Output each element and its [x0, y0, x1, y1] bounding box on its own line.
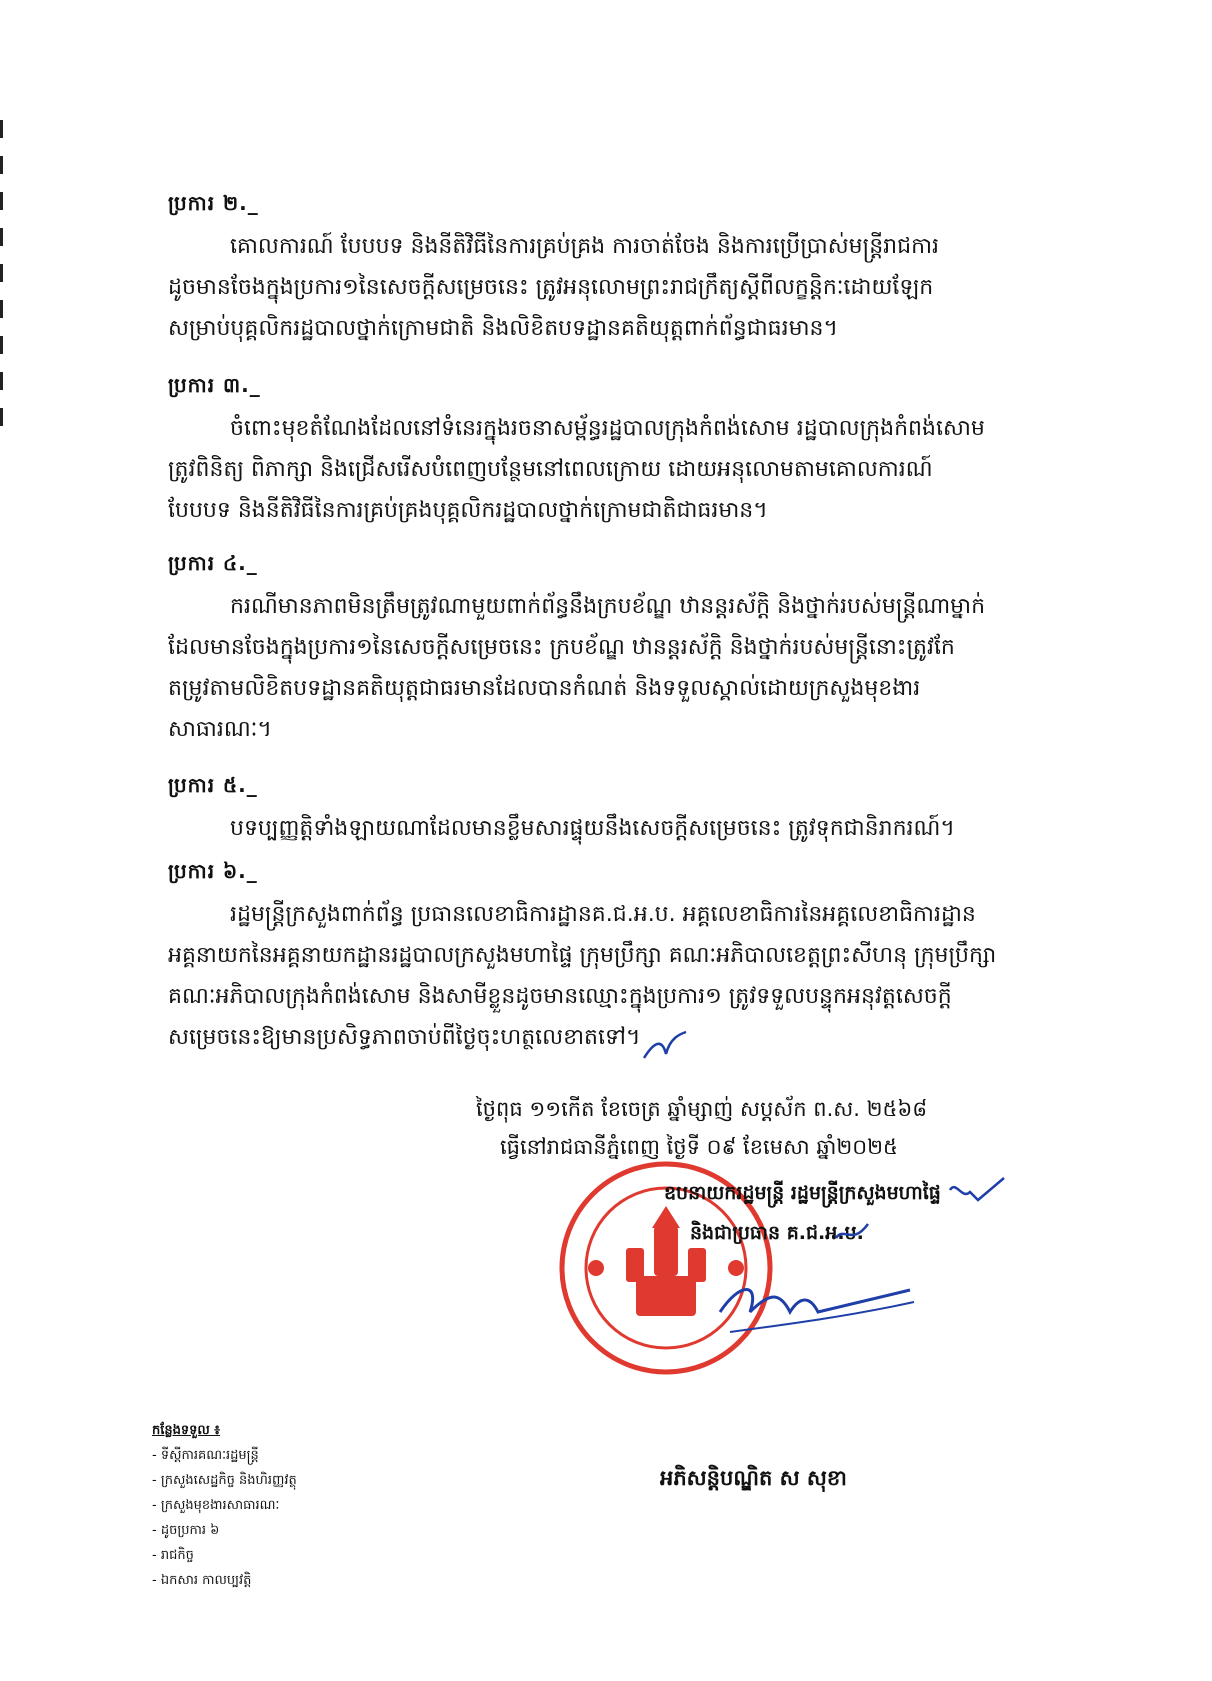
signatory-title-2: និងជាប្រធាន គ.ជ.អ.ប. [690, 1222, 864, 1244]
article-heading-3: ប្រការ ៣._ [168, 373, 261, 397]
recipient-item: - ទីស្ដីការគណៈរដ្ឋមន្ត្រី [152, 1448, 259, 1463]
article-heading-2: ប្រការ ២._ [168, 191, 259, 215]
recipient-item: - ឯកសារ កាលប្បវត្តិ [152, 1573, 252, 1588]
article-heading-4: ប្រការ ៤._ [168, 551, 258, 575]
article-line: ដែលមានចែងក្នុងប្រការ១នៃសេចក្ដីសម្រេចនេះ ក្របខ័ណ្ឌ ឋានន្តរស័ក្តិ និងថ្នាក់របស់មន្ត្រីនោះត្រូវកែ [168, 635, 955, 660]
article-heading-5: ប្រការ ៥._ [168, 773, 258, 797]
article-line: ដូចមានចែងក្នុងប្រការ១នៃសេចក្ដីសម្រេចនេះ ត្រូវអនុលោមព្រះរាជក្រឹត្យស្ដីពីលក្ខន្តិកៈដោយឡែក [168, 275, 934, 300]
recipient-item: - ដូចប្រការ ៦ [152, 1523, 220, 1538]
article-line: តម្រូវតាមលិខិតបទដ្ឋានគតិយុត្តជាធរមានដែលបានកំណត់ និងទទួលស្គាល់ដោយក្រសួងមុខងារ [168, 676, 921, 701]
ink-check-icon [948, 1176, 1008, 1206]
article-line: សាធារណៈ។ [168, 717, 272, 742]
date-block [470, 1090, 1030, 1166]
article-line: រដ្ឋមន្ត្រីក្រសួងពាក់ព័ន្ធ ប្រធានលេខាធិការដ្ឋានគ.ជ.អ.ប. អគ្គលេខាធិការនៃអគ្គលេខាធិការដ្ឋាន [230, 902, 976, 927]
ink-initials-icon [640, 1028, 690, 1068]
article-body-3 [168, 408, 1063, 531]
article-line: គោលការណ៍ បែបបទ និងនីតិវិធីនៃការគ្រប់គ្រង ការចាត់ចែង និងការប្រើប្រាស់មន្ត្រីរាជការ [230, 234, 940, 259]
recipient-item: - រាជកិច្ច [152, 1548, 194, 1563]
signatory-name: អភិសន្តិបណ្ឌិត ស សុខា [660, 1466, 847, 1490]
article-line: អគ្គនាយកនៃអគ្គនាយកដ្ឋានរដ្ឋបាលក្រសួងមហាផ្ទៃ ក្រុមប្រឹក្សា គណៈអភិបាលខេត្តព្រះសីហនុ ក្រុមប្រឹក្សា [168, 943, 997, 968]
article-line: ចំពោះមុខតំណែងដែលនៅទំនេរក្នុងរចនាសម្ព័ន្ធរដ្ឋបាលក្រុងកំពង់សោម រដ្ឋបាលក្រុងកំពង់សោម [230, 416, 985, 441]
article-line: បទប្បញ្ញត្តិទាំងឡាយណាដែលមានខ្លឹមសារផ្ទុយនឹងសេចក្ដីសម្រេចនេះ ត្រូវទុកជានិរាករណ៍។ [230, 816, 955, 841]
lunar-date: ថ្ងៃពុធ ១១កើត ខែចេត្រ ឆ្នាំម្សាញ់ សប្តស័ក ព.ស. ២៥៦៨ [476, 1097, 928, 1121]
article-line: សម្រេចនេះឱ្យមានប្រសិទ្ធភាពចាប់ពីថ្ងៃចុះហត្ថលេខាតទៅ។ [168, 1025, 641, 1050]
article-line: គណៈអភិបាលក្រុងកំពង់សោម និងសាមីខ្លួនដូចមានឈ្មោះក្នុងប្រការ១ ត្រូវទទួលបន្ទុកអនុវត្តសេចក្ដី [168, 984, 952, 1009]
recipient-item: - ក្រសួងសេដ្ឋកិច្ច និងហិរញ្ញវត្ថុ [152, 1473, 297, 1488]
ink-mark-icon [832, 1218, 872, 1248]
article-heading-6: ប្រការ ៦._ [168, 859, 258, 883]
scan-margin-marks [0, 120, 6, 450]
article-body-4 [168, 586, 1063, 750]
solar-date: ធ្វើនៅរាជធានីភ្នំពេញ ថ្ងៃទី ០៩ ខែមេសា ឆ្នាំ២០២៥ [500, 1135, 898, 1159]
article-line: ករណីមានភាពមិនត្រឹមត្រូវណាមួយពាក់ព័ន្ធនឹងក្របខ័ណ្ឌ ឋានន្តរស័ក្តិ និងថ្នាក់របស់មន្ត្រីណាម្នាក់ [230, 594, 986, 619]
article-line: ត្រូវពិនិត្យ ពិភាក្សា និងជ្រើសរើសបំពេញបន្ថែមនៅពេលក្រោយ ដោយអនុលោមតាមគោលការណ៍ [168, 457, 933, 482]
recipients-list [152, 1418, 297, 1593]
article-body-6 [168, 894, 1063, 1058]
recipient-item: - ក្រសួងមុខងារសាធារណៈ [152, 1498, 280, 1513]
article-body-2 [168, 226, 1063, 349]
signatory-title-1: ឧបនាយករដ្ឋមន្ត្រី រដ្ឋមន្ត្រីក្រសួងមហាផ្ទៃ [664, 1182, 941, 1204]
article-line: សម្រាប់បុគ្គលិករដ្ឋបាលថ្នាក់ក្រោមជាតិ និងលិខិតបទដ្ឋានគតិយុត្តពាក់ព័ន្ធជាធរមាន។ [168, 316, 839, 341]
article-line: បែបបទ និងនីតិវិធីនៃការគ្រប់គ្រងបុគ្គលិករដ្ឋបាលថ្នាក់ក្រោមជាតិជាធរមាន។ [168, 498, 768, 523]
handwritten-signature-icon [700, 1272, 920, 1352]
article-body-5 [168, 808, 1063, 849]
recipients-heading: កន្លែងទទួល ៖ [152, 1423, 221, 1438]
